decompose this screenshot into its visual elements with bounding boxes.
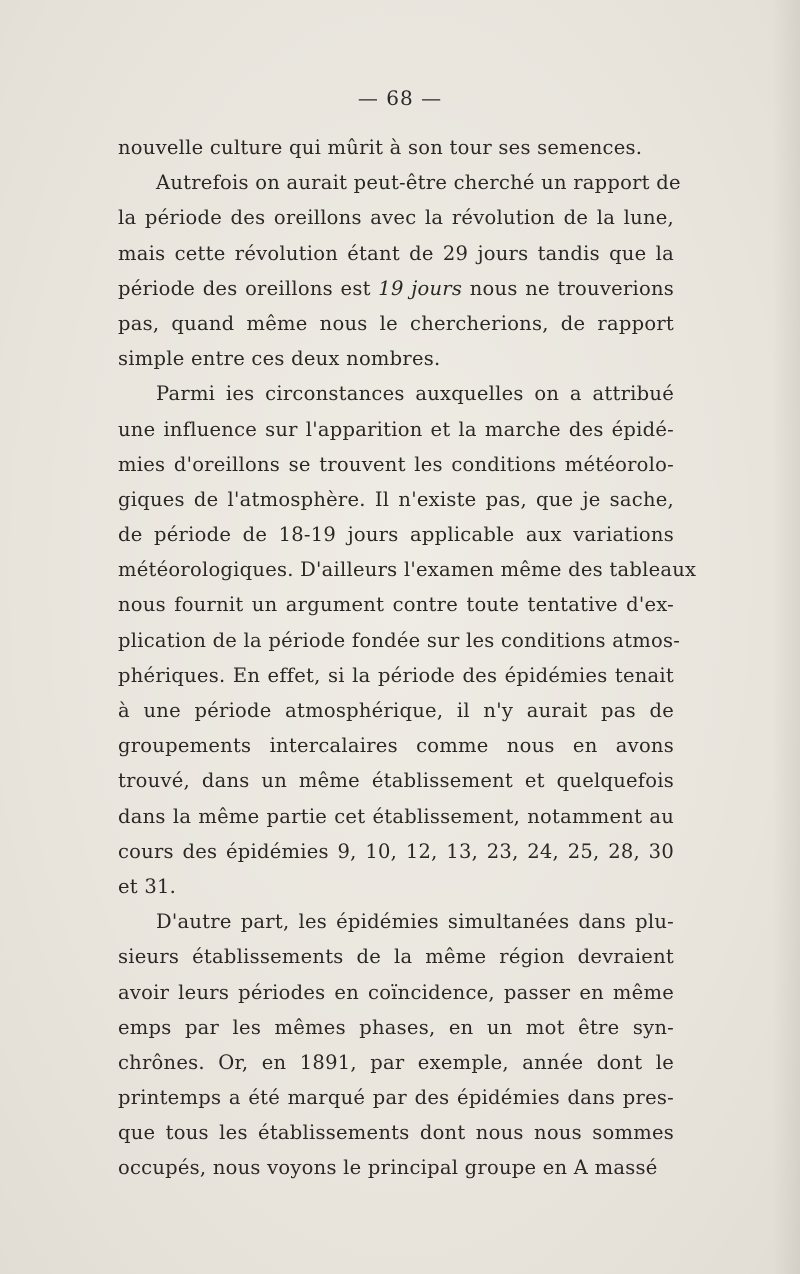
- text-line: météorologiques. D'ailleurs l'examen même des tableaux: [118, 558, 697, 582]
- page-edge-shadow: [772, 0, 800, 1274]
- text-line: dans la même partie cet établissement, notamment au: [118, 804, 674, 828]
- text-line-with-italic: [118, 271, 674, 306]
- text-line: simple entre ces deux nombres.: [118, 347, 441, 371]
- text-line: à une période atmosphérique, il n'y aurait pas de: [118, 699, 674, 722]
- text-line: giques de l'atmosphère. Il n'existe pas, que je sache,: [118, 487, 674, 511]
- text-line: chrônes. Or, en 1891, par exemple, année dont le: [118, 1050, 674, 1074]
- text-line: Autrefois on aurait peut-être cherché un rapport de: [156, 171, 681, 195]
- text-line: pas, quand même nous le chercherions, de rapport: [118, 311, 674, 335]
- text-line: avoir leurs périodes en coïncidence, passer en même: [118, 980, 674, 1004]
- text-line: phériques. En effet, si la période des épidémies tenait: [118, 663, 674, 687]
- page-number: — 68 —: [357, 86, 443, 110]
- text-line: mies d'oreillons se trouvent les conditions météorolo-: [118, 452, 674, 476]
- text-line: que tous les établissements dont nous nous sommes: [118, 1121, 674, 1145]
- text-line: groupements intercalaires comme nous en avons: [118, 734, 674, 758]
- italic-fragment: 19 jours: [378, 276, 463, 300]
- text-line: printemps a été marqué par des épidémies dans pres-: [118, 1086, 674, 1110]
- text-line: sieurs établissements de la même région devraient: [118, 945, 674, 969]
- text-line: une influence sur l'apparition et la marche des épidé-: [118, 417, 674, 441]
- text-line: trouvé, dans un même établissement et quelquefois: [118, 769, 674, 793]
- text-line: cours des épidémies 9, 10, 12, 13, 23, 24, 25, 28, 30: [118, 839, 674, 863]
- text-fragment: nous ne trouverions: [462, 276, 675, 300]
- text-line: nous fournit un argument contre toute tentative d'ex-: [118, 593, 674, 617]
- body-text: [118, 130, 697, 1186]
- text-line: plication de la période fondée sur les conditions atmos-: [118, 628, 681, 652]
- text-line: et 31.: [118, 874, 177, 898]
- text-line: emps par les mêmes phases, en un mot être syn-: [118, 1015, 674, 1039]
- text-line: D'autre part, les épidémies simultanées dans plu-: [156, 910, 674, 934]
- text-line: occupés, nous voyons le principal groupe en A massé: [118, 1156, 658, 1180]
- text-line: mais cette révolution étant de 29 jours tandis que la: [118, 241, 674, 265]
- text-line: de période de 18-19 jours applicable aux variations: [118, 523, 674, 547]
- text-line: Parmi ies circonstances auxquelles on a attribué: [156, 382, 674, 406]
- text-line: nouvelle culture qui mûrit à son tour ses semences.: [118, 136, 643, 159]
- text-line: la période des oreillons avec la révolution de la lune,: [118, 206, 674, 230]
- text-fragment: période des oreillons est: [118, 276, 379, 300]
